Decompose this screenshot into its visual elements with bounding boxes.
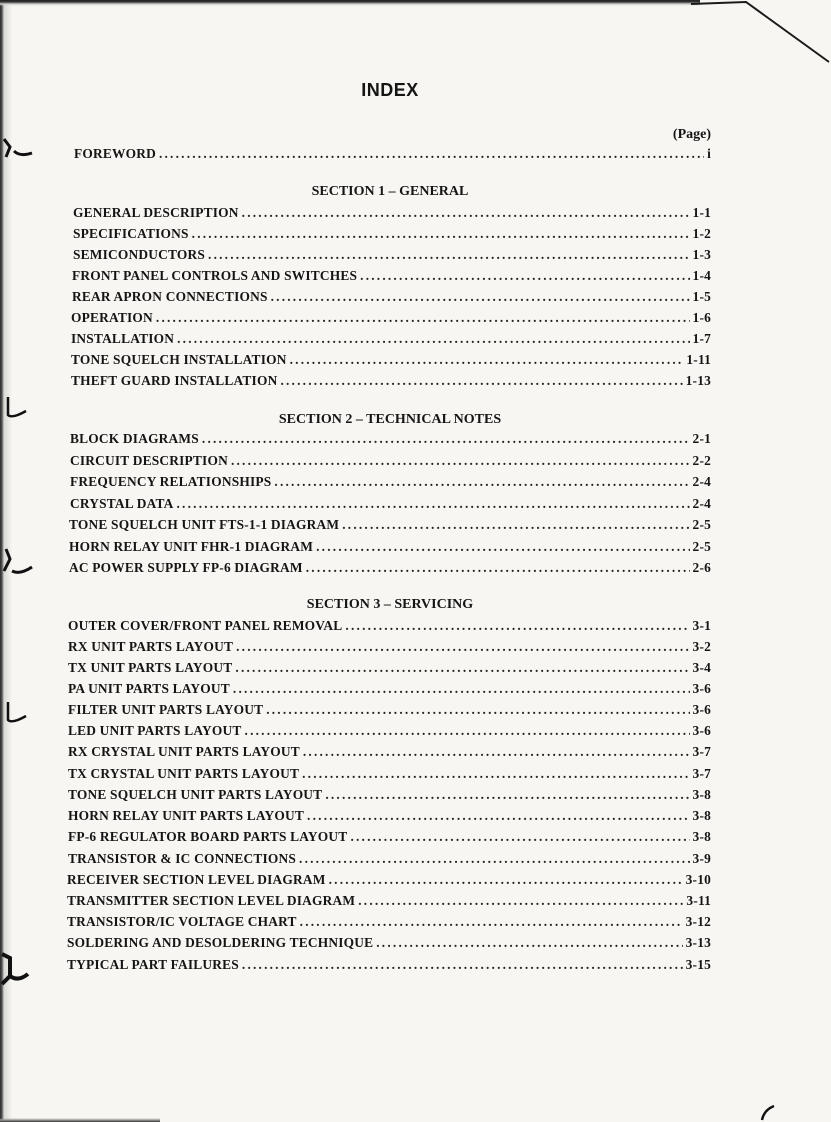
toc-entry[interactable] — [67, 872, 711, 888]
toc-entry-label: FP-6 REGULATOR BOARD PARTS LAYOUT — [68, 829, 348, 844]
toc-entry[interactable] — [68, 787, 711, 803]
toc-entry[interactable] — [67, 893, 711, 909]
toc-entry-page: 3-1 — [692, 618, 711, 633]
toc-entry[interactable] — [68, 702, 711, 718]
toc-entry[interactable] — [67, 957, 711, 973]
toc-entry[interactable] — [68, 723, 711, 739]
toc-entry-label: RX CRYSTAL UNIT PARTS LAYOUT — [68, 744, 300, 759]
toc-entry-page: 2-4 — [692, 474, 711, 489]
toc-entry-label: LED UNIT PARTS LAYOUT — [68, 723, 242, 738]
top-edge-shadow — [0, 0, 700, 6]
toc-entry-page: 3-6 — [692, 681, 711, 696]
toc-entry-page: 1-13 — [685, 373, 711, 388]
toc-entry-label: TONE SQUELCH UNIT PARTS LAYOUT — [68, 787, 323, 802]
toc-entry-page: 3-10 — [685, 872, 711, 887]
toc-entry-page: 3-13 — [685, 935, 711, 950]
toc-entry[interactable] — [68, 660, 711, 676]
leader-dots — [177, 496, 690, 512]
leader-dots — [306, 560, 690, 576]
leader-dots — [307, 808, 690, 824]
folded-corner-mark — [691, 0, 831, 90]
toc-entry-label: THEFT GUARD INSTALLATION — [71, 373, 278, 388]
leader-dots — [236, 639, 689, 655]
toc-entry-label: TX UNIT PARTS LAYOUT — [68, 660, 233, 675]
toc-entry[interactable] — [73, 247, 711, 263]
toc-entry-label: CIRCUIT DESCRIPTION — [70, 453, 228, 468]
leader-dots — [316, 539, 689, 555]
leader-dots — [345, 618, 689, 634]
toc-entry[interactable] — [67, 914, 711, 930]
toc-entry-page: 3-6 — [692, 702, 711, 717]
toc-entry-page: 3-9 — [692, 851, 711, 866]
toc-entry[interactable] — [71, 373, 711, 389]
toc-entry-page: 1-4 — [692, 268, 711, 283]
leader-dots — [358, 893, 683, 909]
toc-entry-label: TONE SQUELCH UNIT FTS-1-1 DIAGRAM — [69, 517, 340, 532]
toc-entry[interactable] — [73, 205, 711, 221]
pencil-mark-icon — [758, 1104, 778, 1122]
bottom-edge-shadow — [0, 1118, 160, 1122]
toc-entry-label: HORN RELAY UNIT FHR-1 DIAGRAM — [69, 539, 314, 554]
toc-entry[interactable] — [68, 808, 711, 824]
toc-entry-page: i — [707, 146, 711, 161]
toc-entry[interactable] — [70, 474, 711, 490]
toc-entry-page: 3-15 — [685, 957, 711, 972]
toc-entry-label: TRANSMITTER SECTION LEVEL DIAGRAM — [67, 893, 356, 908]
leader-dots — [329, 872, 683, 888]
leader-dots — [350, 829, 689, 845]
leader-dots — [266, 702, 689, 718]
toc-entry-page: 3-8 — [692, 787, 711, 802]
toc-entry-page: 1-11 — [686, 352, 711, 367]
toc-entry-page: 3-8 — [692, 808, 711, 823]
toc-entry-page: 3-12 — [685, 914, 711, 929]
toc-entry-label: GENERAL DESCRIPTION — [73, 205, 239, 220]
toc-entry-page: 2-2 — [692, 453, 711, 468]
toc-entry-label: FREQUENCY RELATIONSHIPS — [70, 474, 272, 489]
toc-entry-page: 1-2 — [692, 226, 711, 241]
binding-mark-icon — [2, 545, 36, 579]
leader-dots — [242, 957, 683, 973]
section-heading: SECTION 3 – SERVICING — [306, 597, 474, 612]
leader-dots — [156, 310, 690, 326]
toc-entry-label: AC POWER SUPPLY FP-6 DIAGRAM — [69, 560, 303, 575]
section-heading: SECTION 1 – GENERAL — [311, 184, 469, 199]
toc-entry-page: 1-3 — [692, 247, 711, 262]
leader-dots — [242, 205, 690, 221]
toc-entry-label: BLOCK DIAGRAMS — [70, 431, 199, 446]
toc-entry-page: 3-4 — [692, 660, 711, 675]
toc-entry-page: 3-2 — [692, 639, 711, 654]
leader-dots — [233, 681, 690, 697]
leader-dots — [274, 474, 689, 490]
leader-dots — [159, 146, 704, 162]
toc-entry-label: SEMICONDUCTORS — [73, 247, 206, 262]
toc-entry[interactable] — [68, 829, 711, 845]
toc-entry[interactable] — [71, 331, 711, 347]
toc-entry-label: PA UNIT PARTS LAYOUT — [68, 681, 230, 696]
toc-entry-page: 2-1 — [692, 431, 711, 446]
leader-dots — [302, 766, 689, 782]
toc-entry[interactable] — [69, 560, 711, 576]
toc-entry[interactable] — [68, 766, 711, 782]
page-title: INDEX — [361, 80, 419, 100]
leader-dots — [192, 226, 690, 242]
toc-entry-page: 2-6 — [692, 560, 711, 575]
toc-entry[interactable] — [68, 618, 711, 634]
toc-entry-page: 3-8 — [692, 829, 711, 844]
toc-entry-label: OUTER COVER/FRONT PANEL REMOVAL — [68, 618, 343, 633]
binding-mark-icon — [0, 952, 34, 992]
leader-dots — [177, 331, 689, 347]
toc-entry-label: RECEIVER SECTION LEVEL DIAGRAM — [67, 872, 326, 887]
toc-entry-label: SPECIFICATIONS — [73, 226, 189, 241]
toc-entry[interactable] — [69, 517, 711, 533]
leader-dots — [245, 723, 690, 739]
leader-dots — [231, 453, 690, 469]
toc-entry-page: 3-7 — [692, 766, 711, 781]
toc-entry[interactable] — [71, 310, 711, 326]
toc-entry-label: SOLDERING AND DESOLDERING TECHNIQUE — [67, 935, 374, 950]
page-column-label: (Page) — [672, 127, 711, 142]
leader-dots — [235, 660, 689, 676]
leader-dots — [325, 787, 689, 803]
toc-entry[interactable] — [71, 352, 711, 368]
toc-entry-label: HORN RELAY UNIT PARTS LAYOUT — [68, 808, 305, 823]
toc-entry-page: 1-7 — [692, 331, 711, 346]
toc-entry-label: TRANSISTOR & IC CONNECTIONS — [68, 851, 297, 866]
toc-entry-page: 3-6 — [692, 723, 711, 738]
toc-entry-page: 1-6 — [692, 310, 711, 325]
section-heading: SECTION 2 – TECHNICAL NOTES — [278, 412, 502, 427]
toc-entry-label: FRONT PANEL CONTROLS AND SWITCHES — [72, 268, 358, 283]
leader-dots — [271, 289, 690, 305]
toc-entry-page: 1-1 — [692, 205, 711, 220]
toc-entry[interactable] — [68, 744, 711, 760]
toc-entry-label: RX UNIT PARTS LAYOUT — [68, 639, 234, 654]
leader-dots — [342, 517, 689, 533]
toc-entry[interactable] — [67, 935, 711, 951]
toc-entry-label: TRANSISTOR/IC VOLTAGE CHART — [67, 914, 297, 929]
toc-entry-page: 3-7 — [692, 744, 711, 759]
toc-entry[interactable] — [70, 496, 711, 512]
toc-entry[interactable] — [70, 453, 711, 469]
leader-dots — [376, 935, 682, 951]
toc-entry-label: TX CRYSTAL UNIT PARTS LAYOUT — [68, 766, 300, 781]
leader-dots — [290, 352, 684, 368]
toc-entry[interactable] — [69, 539, 711, 555]
leader-dots — [299, 851, 690, 867]
toc-entry-label: TYPICAL PART FAILURES — [67, 957, 239, 972]
leader-dots — [303, 744, 690, 760]
toc-entry[interactable] — [68, 851, 711, 867]
toc-entry-label: OPERATION — [71, 310, 153, 325]
toc-entry[interactable] — [68, 681, 711, 697]
leader-dots — [208, 247, 690, 263]
toc-entry-label: CRYSTAL DATA — [70, 496, 174, 511]
toc-entry[interactable] — [68, 639, 711, 655]
toc-entry-page: 2-4 — [692, 496, 711, 511]
toc-entry-page: 3-11 — [686, 893, 711, 908]
leader-dots — [360, 268, 689, 284]
toc-entry[interactable] — [73, 226, 711, 242]
toc-entry-foreword[interactable] — [74, 146, 711, 162]
toc-entry[interactable] — [72, 268, 711, 284]
toc-entry-label: REAR APRON CONNECTIONS — [72, 289, 268, 304]
toc-entry-page: 1-5 — [692, 289, 711, 304]
toc-entry-label: INSTALLATION — [71, 331, 175, 346]
binding-mark-icon — [2, 135, 36, 165]
toc-entry-label: TONE SQUELCH INSTALLATION — [71, 352, 287, 367]
binding-mark-icon — [2, 700, 32, 730]
leader-dots — [202, 431, 690, 447]
toc-entry-label: FILTER UNIT PARTS LAYOUT — [68, 702, 264, 717]
toc-entry[interactable] — [72, 289, 711, 305]
toc-entry-label: FOREWORD — [74, 146, 156, 161]
toc-entry-page: 2-5 — [692, 539, 711, 554]
toc-entry-page: 2-5 — [692, 517, 711, 532]
leader-dots — [300, 914, 683, 930]
leader-dots — [280, 373, 682, 389]
toc-entry[interactable] — [70, 431, 711, 447]
